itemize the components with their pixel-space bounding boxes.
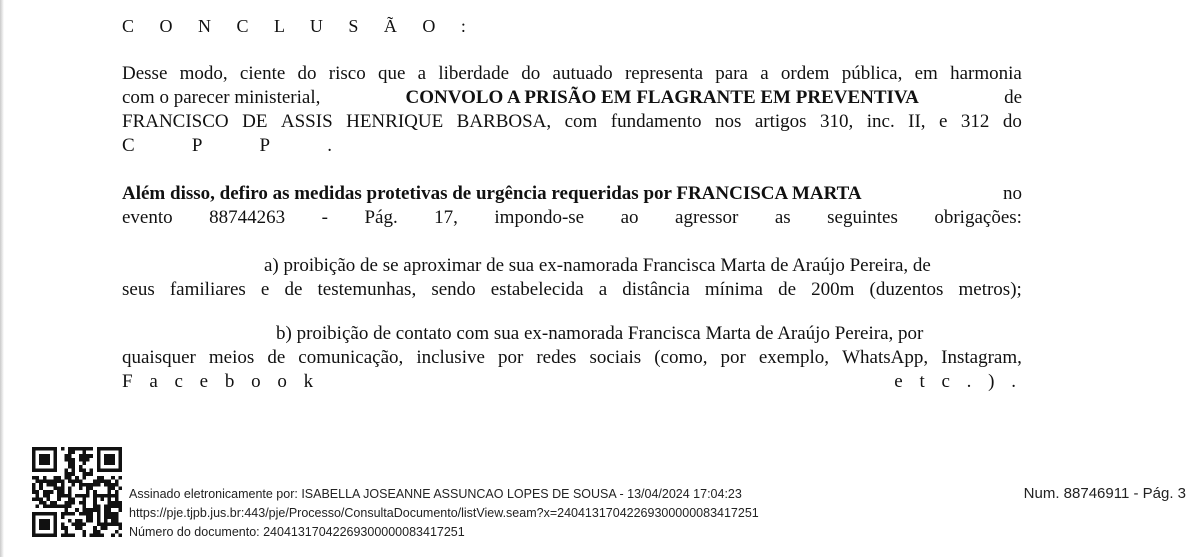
word: 200m — [811, 279, 855, 300]
item-b-line1: b) proibição de contato com sua ex-namorada Francisca Marta de Araújo Pereira, por — [276, 323, 924, 344]
paragraph1-line2-end: de — [1004, 87, 1022, 108]
word: estabelecida — [490, 279, 584, 300]
item-a-line1: a) proibição de se aproximar de sua ex-namorada Francisca Marta de Araújo Pereira, de — [264, 255, 931, 276]
word: por — [720, 347, 746, 368]
word: ASSIS — [280, 111, 333, 132]
word: fundamento — [610, 111, 702, 132]
item-b-line3 — [122, 370, 1022, 394]
word: que — [377, 63, 406, 84]
item-a-line2 — [122, 278, 1022, 302]
word: exemplo, — [758, 347, 830, 368]
section-heading: C O N C L U S Ã O : — [122, 16, 477, 36]
word: com — [564, 111, 598, 132]
word: a — [417, 63, 427, 84]
word: risco — [328, 63, 366, 84]
word: C — [122, 135, 135, 156]
word: 312 — [960, 111, 990, 132]
word: ao — [620, 207, 639, 228]
word: (como, — [654, 347, 708, 368]
word: para — [715, 63, 748, 84]
word: WhatsApp, — [842, 347, 929, 368]
word: testemunhas, — [317, 279, 417, 300]
protective-measures-bold-text: Além disso, defiro as medidas protetivas de urgência requeridas por FRANCISCA MARTA — [122, 183, 862, 204]
paragraph2-line2 — [122, 206, 1022, 230]
paragraph2-line1-end: no — [1003, 183, 1022, 204]
word: Instagram, — [941, 347, 1022, 368]
word: FRANCISCO — [122, 111, 229, 132]
item-b-line2 — [122, 346, 1022, 370]
paragraph1-line4 — [122, 134, 332, 158]
word: de — [267, 347, 286, 368]
signature-info: Assinado eletronicamente por: ISABELLA JOSEANNE ASSUNCAO LOPES DE SOUSA - 13/04/2024 17:04:23 — [129, 487, 742, 501]
paragraph1-line3 — [122, 110, 1022, 134]
word: distância — [622, 279, 690, 300]
document-number: Número do documento: 24041317042269300000083417251 — [129, 525, 465, 539]
paragraph1-line2-text: com o parecer ministerial, — [122, 87, 321, 108]
word: por — [497, 347, 524, 368]
word: BARBOSA, — [456, 111, 552, 132]
word: obrigações: — [934, 207, 1022, 228]
word: 310, — [820, 111, 854, 132]
word: P — [259, 135, 271, 156]
decision-bold-text: CONVOLO A PRISÃO EM FLAGRANTE EM PREVENTIVA — [405, 87, 919, 108]
word: do — [297, 63, 317, 84]
word: ordem — [780, 63, 830, 84]
word: metros); — [958, 279, 1022, 300]
page-number: Num. 88746911 - Pág. 3 — [1023, 485, 1186, 502]
word: representa — [624, 63, 703, 84]
word: redes — [536, 347, 577, 368]
word: do — [1002, 111, 1022, 132]
word: seus — [122, 279, 155, 300]
word: as — [774, 207, 791, 228]
word: - — [321, 207, 328, 228]
word: sendo — [431, 279, 476, 300]
word: P — [191, 135, 203, 156]
word: e — [939, 111, 948, 132]
qr-code-icon — [32, 447, 122, 537]
word: ciente — [239, 63, 286, 84]
word: DE — [242, 111, 268, 132]
word: em — [914, 63, 938, 84]
word: 17, — [434, 207, 458, 228]
word: inclusive — [416, 347, 485, 368]
word: de — [778, 279, 796, 300]
word: quaisquer — [122, 347, 196, 368]
word: inc. — [866, 111, 895, 132]
word: harmonia — [950, 63, 1022, 84]
word: seguintes — [827, 207, 898, 228]
word: agressor — [675, 207, 739, 228]
page-edge-shadow — [0, 0, 4, 557]
word: a — [598, 279, 608, 300]
word: mínima — [704, 279, 763, 300]
word: (duzentos — [869, 279, 944, 300]
document-url[interactable]: https://pje.tjpb.jus.br:443/pje/Processo/ConsultaDocumento/listView.seam?x=24041317042269300000083417251 — [129, 506, 759, 520]
word: autuado — [552, 63, 613, 84]
word: liberdade — [438, 63, 510, 84]
paragraph2-line1 — [122, 182, 1022, 206]
word: do — [521, 63, 541, 84]
item-b-line3-start: F a c e b o o k — [122, 371, 320, 392]
word: pública, — [841, 63, 903, 84]
word: impondo-se — [494, 207, 585, 228]
word: sociais — [589, 347, 642, 368]
word: Pág. — [364, 207, 398, 228]
word: a — [760, 63, 769, 84]
word: 88744263 — [209, 207, 286, 228]
word: HENRIQUE — [346, 111, 444, 132]
paragraph1-line2 — [122, 86, 1022, 110]
word: modo, — [179, 63, 228, 84]
word: familiares — [169, 279, 246, 300]
word: II, — [908, 111, 926, 132]
word: . — [327, 135, 332, 156]
word: Desse — [122, 63, 168, 84]
word: artigos — [754, 111, 807, 132]
word: comunicação, — [298, 347, 404, 368]
word: nos — [715, 111, 742, 132]
word: e — [260, 279, 270, 300]
word: meios — [208, 347, 255, 368]
item-b-line3-end: e t c . ) . — [894, 371, 1022, 392]
word: evento — [122, 207, 173, 228]
paragraph1-line1 — [122, 62, 1022, 86]
word: de — [284, 279, 303, 300]
